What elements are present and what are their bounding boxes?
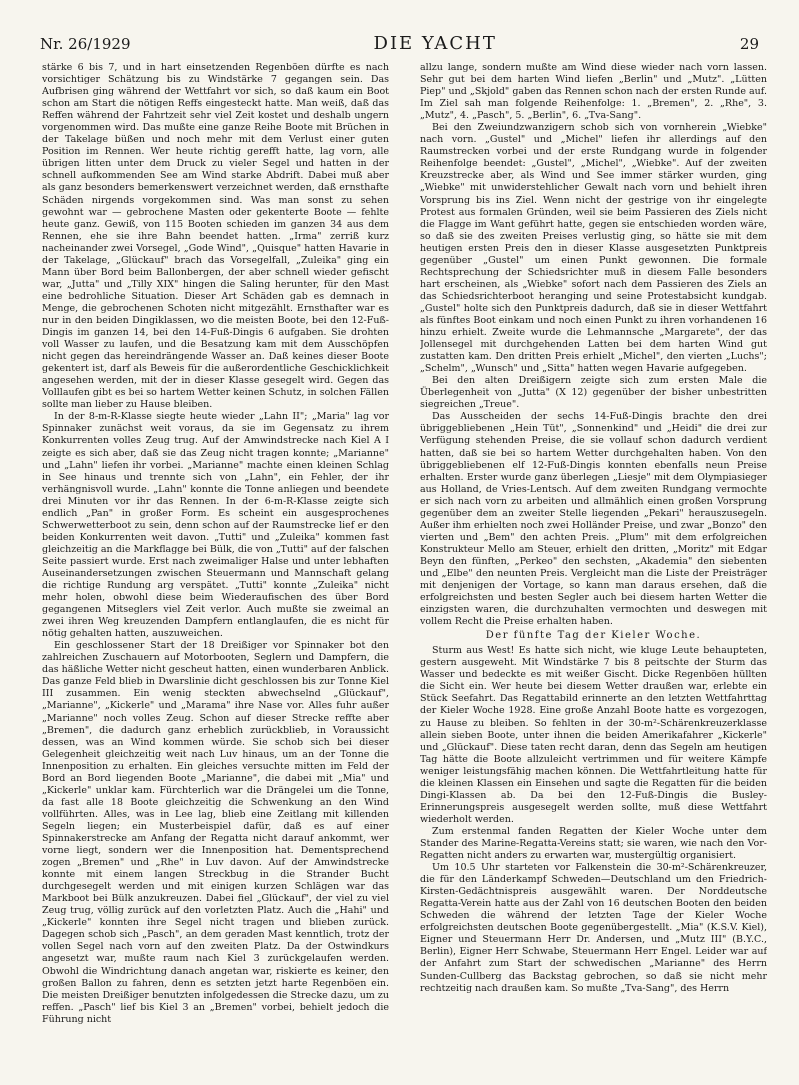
magazine-title: DIE YACHT <box>373 33 497 54</box>
paragraph: Bei den Zweiundzwanzigern schob sich von vornherein „Wiebke" nach vorn. „Gustel" und „Michel" liefen ihr allerdings auf den Raumstrecken vorbei und der erste Rundgang wurde in folgender Reihenfolge beendet: „Gustel", „Michel", „Wiebke". Auf der zweiten Kreuzstrecke aber, als Wind und See immer stärker wurden, ging „Wiebke" mit unwiderstehlicher Gewalt nach vorn und behielt ihren Vorsprung bis ins Ziel. Wenn nicht der gestrige von ihr eingelegte Protest aus formalen Gründen, weil sie beim Passieren des Ziels nicht die Flagge im Want geführt hatte, gegen sie entschieden worden wäre, so daß sie des zweiten Preises verlustig ging, so hätte sie mit dem heutigen ersten Preis den in dieser Klasse ausgesetzten Punktpreis gegenüber „Gustel" um einen Punkt gewonnen. Die formale Rechtsprechung der Schiedsrichter muß in diesem Falle besonders hart erscheinen, als „Wiebke" sofort nach dem Passieren des Ziels an das Schiedsrichterboot heranging und seine Protestabsicht kundgab. „Gustel" holte sich den Punktpreis dadurch, daß sie in dieser Wettfahrt als fünftes Boot einkam und noch einen Punkt zu ihren vorhandenen 16 hinzu erhielt. Zweite wurde die Lehmannsche „Margarete", der das Jollensegel mit durchgehenden Latten bei dem harten Wind gut zustatten kam. Den dritten Preis erhielt „Michel", den vierten „Luchs"; „Schelm", „Wunsch" und „Sitta" hatten wegen Havarie aufgegeben. <box>420 122 767 375</box>
page-number: 29 <box>739 35 759 53</box>
page-header <box>40 33 759 55</box>
paragraph: Um 10.5 Uhr starteten vor Falkenstein die 30-m²-Schärenkreuzer, die für den Länderkampf Schweden—Deutschland um den Friedrich-Kirsten-Gedächtnispreis ausgewählt waren. Der Norddeutsche Regatta-Verein hatte aus der Zahl von 16 deutschen Booten den beiden Schweden die während der letzten Tage der Kieler Woche erfolgreichsten deutschen Boote gegenübergestellt. „Mia" (K.S.V. Kiel), Eigner und Steuermann Herr Dr. Andersen, und „Mutz III" (B.Y.C., Berlin), Eigner Herr Schwabe, Steuermann Herr Engel. Leider war auf der Anfahrt zum Start der schwedischen „Marianne" des Herrn Sunden-Cullberg das Backstag gebrochen, so daß sie nicht mehr rechtzeitig nach draußen kam. So mußte „Tva-Sang", des Herrn <box>420 862 767 994</box>
right-column <box>420 62 767 1064</box>
paragraph: stärke 6 bis 7, und in hart einsetzenden Regenböen dürfte es nach vorsichtiger Schätzung bis zu Windstärke 7 gegangen sein. Das Aufbrisen ging während der Wettfahrt vor sich, so daß kaum ein Boot schon am Start die nötigen Reffs eingesteckt hatte. Man weiß, daß das Reffen während der Fahrtzeit sehr viel Zeit kostet und deshalb ungern vorgenommen wird. Das mußte eine ganze Reihe Boote mit Brüchen in der Takelage büßen und noch mehr mit dem Verlust einer guten Position im Rennen. Wer heute richtig gerefft hatte, lag vorn, alle übrigen litten unter dem Druck zu vieler Segel und hatten in der schnell aufkommenden See am Wind starke Abdrift. Dabei muß aber als ganz besonders bemerkenswert verzeichnet werden, daß ernsthafte Schäden nirgends vorgekommen sind. Was man sonst zu sehen gewohnt war — gebrochene Masten oder gekenterte Boote — fehlte heute ganz. Gewiß, von 115 Booten schieden im ganzen 34 aus dem Rennen, ehe sie ihre Bahn beendet hatten. „Irma" zerriß kurz nacheinander zwei Vorsegel, „Gode Wind", „Quisque" hatten Havarie in der Takelage, „Glückauf" brach das Vorsegelfall, „Zuleika" ging ein Mann über Bord beim Ballonbergen, der aber schnell wieder gefischt war, „Jutta" und „Tilly XIX" hingen die Saling herunter, für den Mast eine bedrohliche Situation. Dieser Art Schäden gab es demnach in Menge, die gebrochenen Schoten nicht mitgezählt. Ernsthafter war es nur in den beiden Dingiklassen, wo die meisten Boote, bei den 12-Fuß-Dingis im ganzen 14, bei den 14-Fuß-Dingis 6 aufgaben. Sie drohten voll Wasser zu laufen, und die Besatzung kam mit dem Ausschöpfen nicht gegen das hereindrängende Wasser an. Daß keines dieser Boote gekentert ist, darf als Beweis für die außerordentliche Geschicklichkeit angesehen werden, mit der in dieser Klasse gesegelt wird. Gegen das Volllaufen gibt es bei so hartem Wetter keinen Schutz, in solchen Fällen sollte man lieber zu Hause bleiben. <box>42 62 389 411</box>
paragraph: Bei den alten Dreißigern zeigte sich zum ersten Male die Überlegenheit von „Jutta" (X 12) gegenüber der bisher unbestritten siegreichen „Treue". <box>420 375 767 411</box>
paragraph: In der 8-m-R-Klasse siegte heute wieder „Lahn II"; „Maria" lag vor Spinnaker zunächst weit voraus, da sie im Gegensatz zu ihrem Konkurrenten volles Zeug trug. Auf der Amwindstrecke nach Kiel A I zeigte es sich aber, daß sie das Zeug nicht tragen konnte; „Marianne" und „Lahn" liefen ihr vorbei. „Marianne" machte einen kleinen Schlag in See hinaus und trennte sich von „Lahn", ein Fehler, der ihr verhängnisvoll wurde. „Lahn" konnte die Tonne anliegen und beendete drei Minuten vor ihr das Rennen. In der 6-m-R-Klasse zeigte sich endlich „Pan" in großer Form. Es scheint ein ausgesprochenes Schwerwetterboot zu sein, denn schon auf der Raumstrecke lief er den beiden Konkurrenten weit davon. „Tutti" und „Zuleika" kommen fast gleichzeitig an die Markflagge bei Bülk, die von „Tutti" auf der falschen Seite passiert wurde. Erst nach zweimaliger Halse und unter lebhaften Auseinandersetzungen zwischen Steuermann und Mannschaft gelang die richtige Rundung arg verspätet. „Tutti" konnte „Zuleika" nicht mehr holen, obwohl diese beim Wiederaufischen des über Bord gegangenen Mitseglers viel Zeit verlor. Auch mußte sie zweimal an zwei ihren Weg kreuzenden Dampfern entlanglaufen, die es nicht für nötig gehalten hatten, auszuweichen. <box>42 411 389 640</box>
paragraph: Zum erstenmal fanden Regatten der Kieler Woche unter dem Stander des Marine-Regatta-Vereins statt; sie waren, wie nach den Vor-Regatten nicht anders zu erwarten war, mustergültig organisiert. <box>420 825 767 862</box>
issue-number: Nr. 26/1929 <box>40 35 131 53</box>
paragraph: Sturm aus West! Es hatte sich nicht, wie kluge Leute behaupteten, gestern ausgeweht. Mit Windstärke 7 bis 8 peitschte der Sturm das Wasser und bedeckte es mit weißer Gischt. Dicke Regenböen hüllten die Sicht ein. Wer heute bei diesem Wetter draußen war, erlebte ein Stück Seefahrt. Das Regattabild erinnerte an den letzten Wettfahrttag der Kieler Woche 1928. Eine große Anzahl Boote hatte es vorgezogen, zu Hause zu bleiben. So fehlten in der 30-m²-Schärenkreuzerklasse allein sieben Boote, unter ihnen die beiden Amerikafahrer „Kickerle" und „Glückauf". Diese taten recht daran, denn das Segeln am heutigen Tag hätte die Boote allzuleicht vertrimmen und für weitere Kämpfe weniger leistungsfähig machen können. Die Wettfahrtleitung hatte für die kleinen Klassen ein Einsehen und sagte die Regatten für die beiden Dingi-Klassen ab. Da bei den 12-Fuß-Dingis die Busley-Erinnerungspreis ausgesegelt werden sollte, muß diese Wettfahrt wiederholt werden. <box>420 645 767 825</box>
left-column <box>42 62 389 1064</box>
paragraph: Das Ausscheiden der sechs 14-Fuß-Dingis brachte den drei übriggebliebenen „Hein Tüt", „Sonnenkind" und „Heidi" die drei zur Verfügung stehenden Preise, die sie vollauf schon dadurch verdient hatten, daß sie bei so hartem Wetter durchgehalten haben. Von den übriggebliebenen elf 12-Fuß-Dingis konnten ebenfalls neun Preise erhalten. Erster wurde ganz überlegen „Liesje" mit dem Olympiasieger aus Holland, de Vries-Lentsch. Auf dem zweiten Rundgang vermochte er sich nach vorn zu arbeiten und allmählich einen großen Vorsprung gegenüber dem an zweiter Stelle liegenden „Pekari" herauszusegeln. Außer ihm erhielten noch zwei Holländer Preise, und zwar „Bonzo" den vierten und „Bem" den achten Preis. „Plum" mit dem erfolgreichen Konstrukteur Mello am Steuer, erhielt den dritten, „Moritz" mit Edgar Beyn den fünften, „Perkeo" den sechsten, „Akademia" den siebenten und „Elbe" den neunten Preis. Vergleicht man die Liste der Preisträger mit denjenigen der Vortage, so kann man daraus ersehen, daß die erfolgreichsten und besten Segler auch bei diesem harten Wetter die einzigsten waren, die durchzuhalten vermochten und deswegen mit vollem Recht die Preise erhalten haben. <box>420 411 767 628</box>
paragraph: Ein geschlossener Start der 18 Dreißiger vor Spinnaker bot den zahlreichen Zuschauern auf Motorbooten, Seglern und Dampfern, die das häßliche Wetter nicht gescheut hatten, einen wunderbaren Anblick. Das ganze Feld blieb in Dwarslinie dicht geschlossen bis zur Tonne Kiel III zusammen. Ein wenig steckten abwechselnd „Glückauf", „Marianne", „Kickerle" und „Marama" ihre Nase vor. Alles fuhr außer „Marianne" noch volles Zeug. Schon auf dieser Strecke reffte aber „Bremen", die dadurch ganz erheblich zurückblieb, in Voraussicht dessen, was an Wind kommen würde. Sie schob sich bei dieser Gelegenheit gleichzeitig weit nach Luv hinaus, um an der Tonne die Innenposition zu erhalten. Ein gleiches versuchte mitten im Feld der Bord an Bord liegenden Boote „Marianne", die dabei mit „Mia" und „Kickerle" unklar kam. Fürchterlich war die Drängelei um die Tonne, da fast alle 18 Boote gleichzeitig die Schwenkung an den Wind vollführten. Alles, was in Lee lag, blieb eine Zeitlang mit killenden Segeln liegen; ein Musterbeispiel dafür, daß es auf einer Spinnakerstrecke am Anfang der Regatta nicht darauf ankommt, wer vorne liegt, sondern wer die Innenposition hat. Dementsprechend zogen „Bremen" und „Rhe" in Luv davon. Auf der Amwindstrecke konnte mit einem langen Streckbug in die Strander Bucht durchgesegelt werden und mit einigen kurzen Schlägen war das Markboot bei Bülk anzukreuzen. Dabei fiel „Glückauf", der viel zu viel Zeug trug, völlig zurück auf den vorletzten Platz. Auch die „Hahi" und „Kickerle" konnten ihre Segel nicht tragen und blieben zurück. Dagegen schob sich „Pasch", an dem geraden Mast kenntlich, trotz der vollen Segel nach vorn auf den zweiten Platz. Da der Ostwindkurs angesetzt war, mußte raum nach Kiel 3 zurückgelaufen werden. Obwohl die Windrichtung danach angetan war, riskierte es keiner, den großen Ballon zu fahren, denn es setzten jetzt harte Regenböen ein. Die meisten Dreißiger benutzten infolgedessen die Strecke dazu, um zu reffen. „Pasch" lief bis Kiel 3 an „Bremen" vorbei, behielt jedoch die Führung nicht <box>42 640 389 1025</box>
section-heading: Der fünfte Tag der Kieler Woche. <box>485 630 702 642</box>
paragraph: allzu lange, sondern mußte am Wind diese wieder nach vorn lassen. Sehr gut bei dem harten Wind liefen „Berlin" und „Mutz". „Lütten Piep" und „Skjold" gaben das Rennen schon nach der ersten Runde auf. Im Ziel sah man folgende Reihenfolge: 1. „Bremen", 2. „Rhe", 3. „Mutz", 4. „Pasch", 5. „Berlin", 6. „Tva-Sang". <box>420 62 767 122</box>
